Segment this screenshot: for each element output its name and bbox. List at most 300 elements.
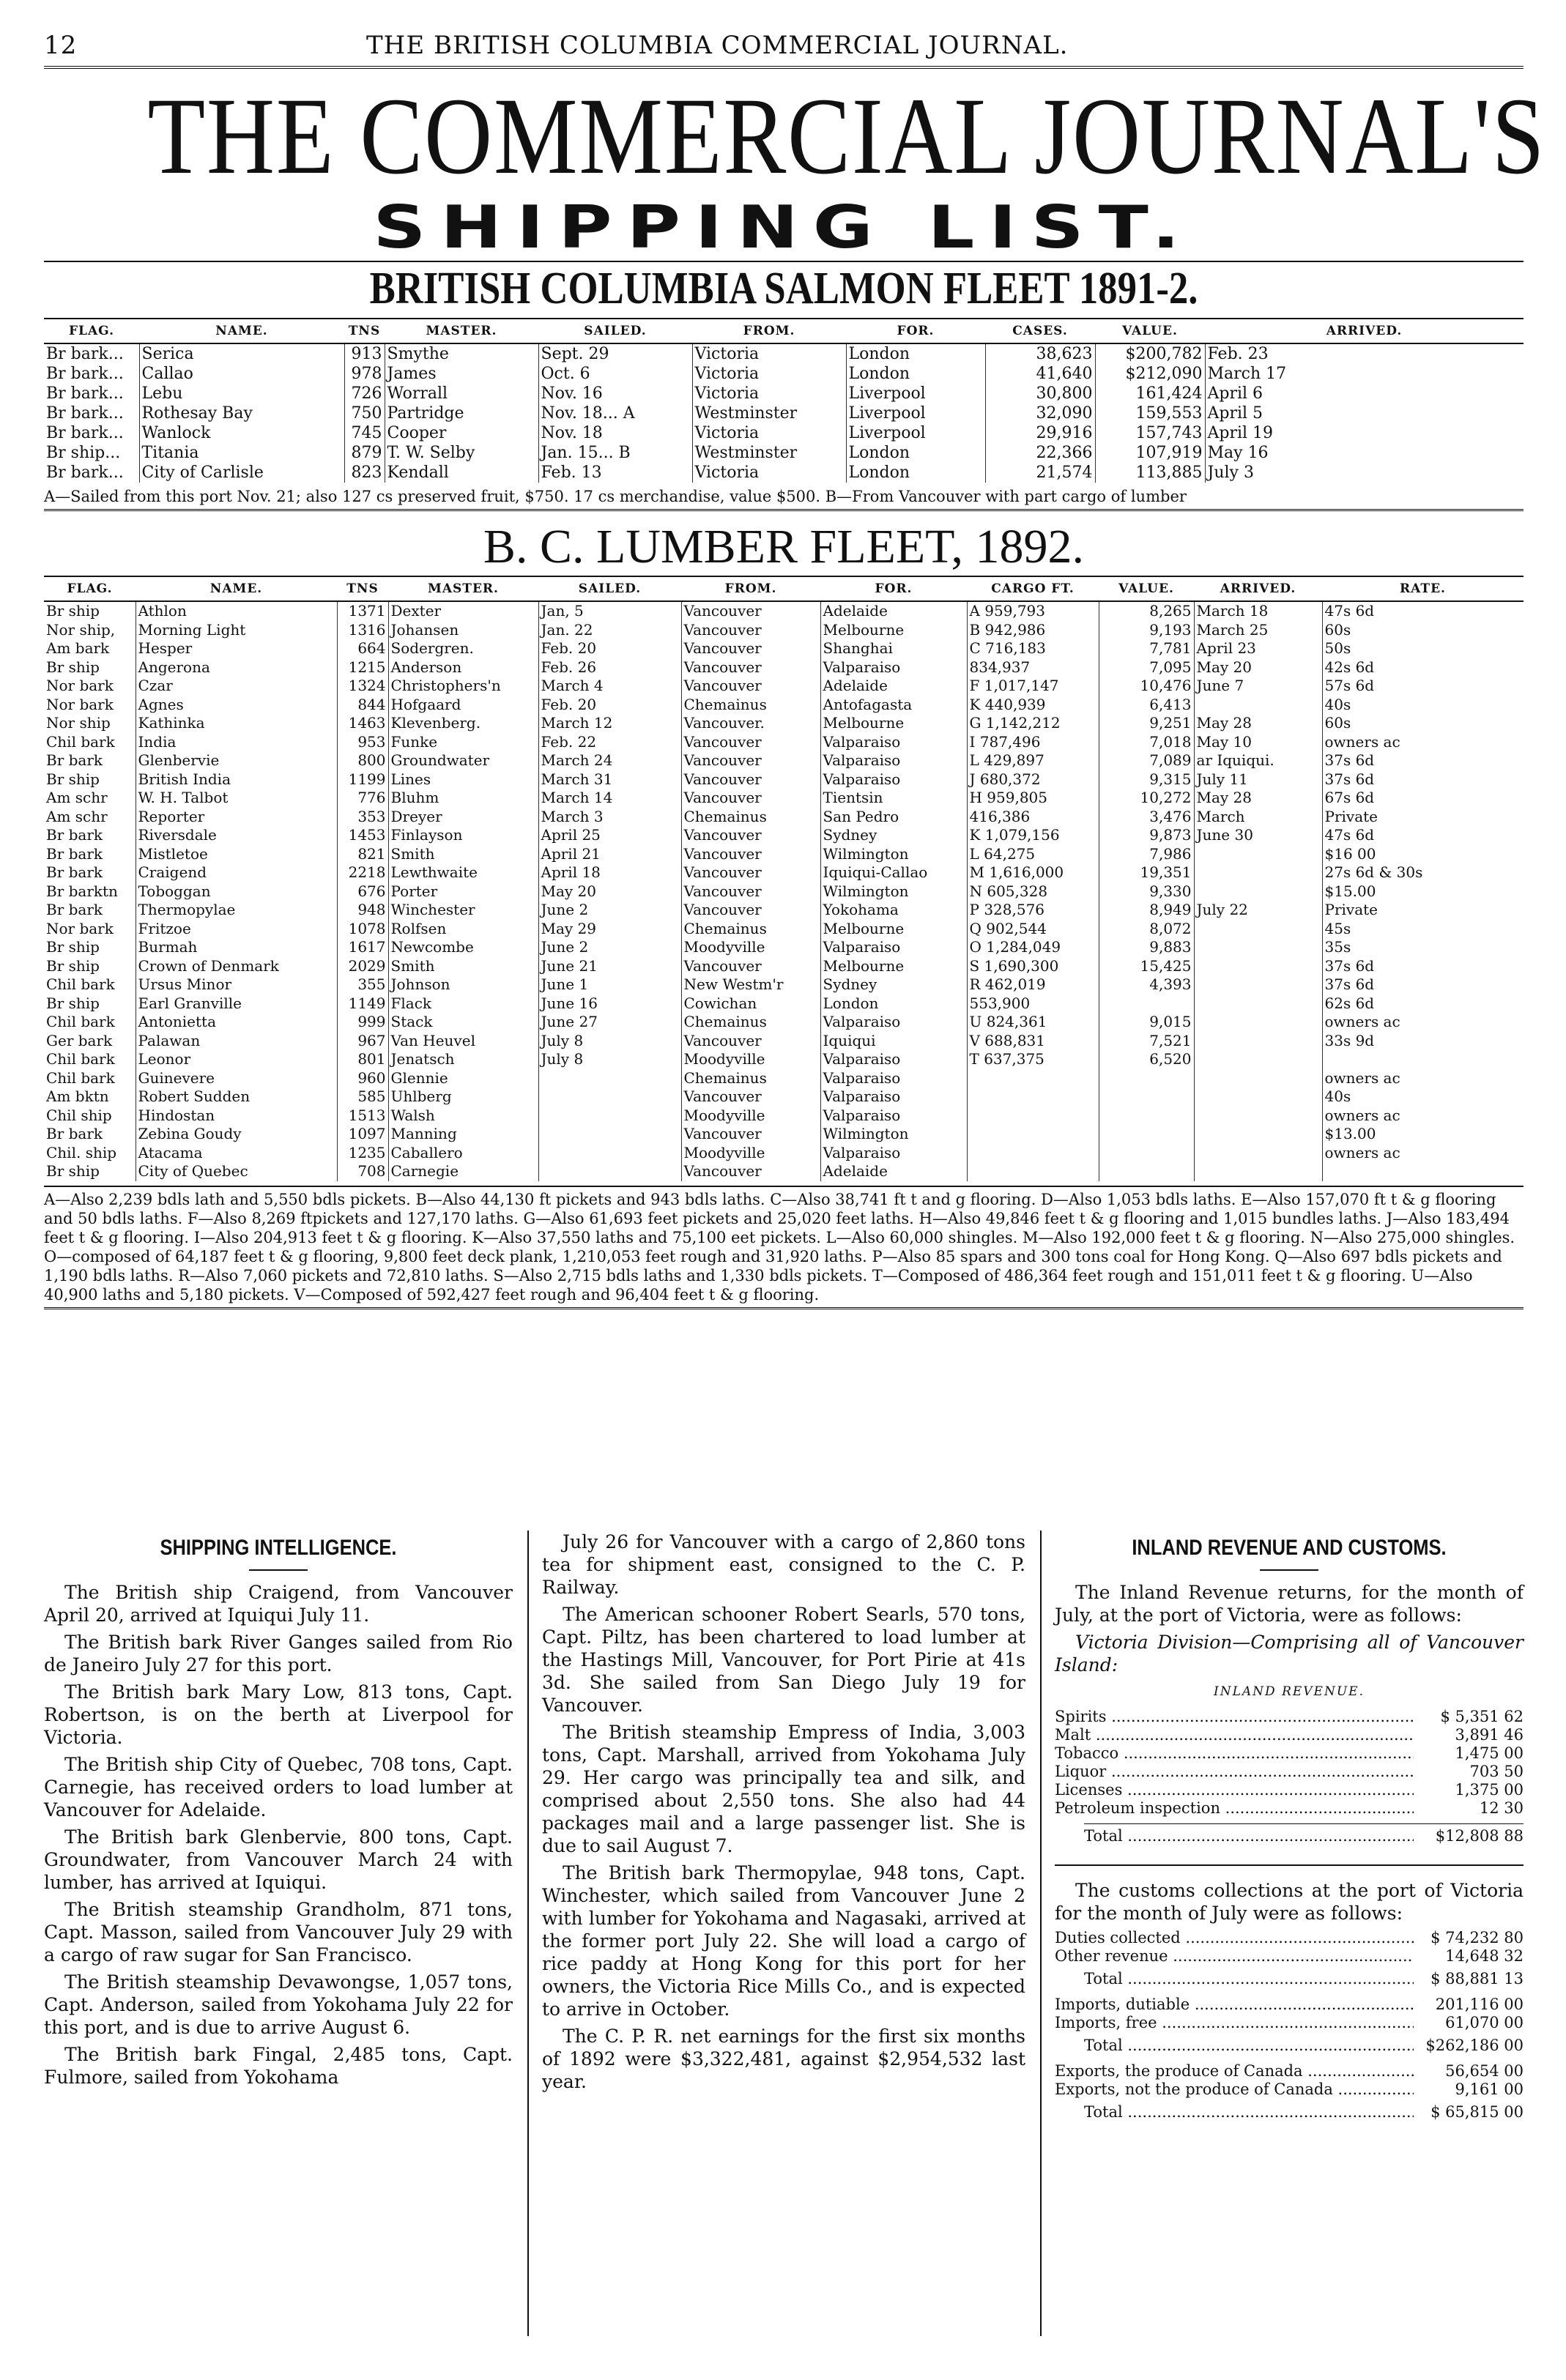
- table-cell: Stack: [388, 1013, 538, 1032]
- table-cell: June 2: [538, 901, 681, 920]
- table-row: [44, 1069, 1524, 1088]
- table-cell: T 637,375: [967, 1050, 1099, 1069]
- ledger-label: Licenses .....: [1055, 1781, 1414, 1799]
- inland-total-label: Total .....: [1084, 1827, 1414, 1845]
- table-cell: Porter: [388, 882, 538, 901]
- table-cell: G 1,142,212: [967, 714, 1099, 733]
- table-cell: 7,521: [1099, 1032, 1194, 1051]
- table-row: [44, 601, 1524, 621]
- column-header: FROM.: [681, 576, 820, 601]
- table-cell: $200,782: [1095, 343, 1205, 364]
- table-cell: Melbourne: [820, 621, 967, 640]
- table-cell: Tientsin: [820, 789, 967, 808]
- table-cell: W. H. Talbot: [136, 789, 337, 808]
- table-cell: S 1,690,300: [967, 957, 1099, 976]
- table-cell: Glenbervie: [136, 751, 337, 770]
- table-cell: ar Iquiqui.: [1194, 751, 1322, 770]
- table-cell: Athlon: [136, 601, 337, 621]
- table-cell: 37s 6d: [1322, 975, 1524, 994]
- table-cell: Moodyville: [681, 1144, 820, 1163]
- news-paragraph: The British steamship Devawongse, 1,057 tons, Capt. Anderson, sailed from Yokohama July 22 for this port, and is due to arrive August 6.: [44, 1971, 513, 2038]
- table-cell: British India: [136, 770, 337, 789]
- table-cell: Valparaiso: [820, 1050, 967, 1069]
- table-row: [44, 863, 1524, 882]
- column-header: VALUE.: [1099, 576, 1194, 601]
- table-cell: Feb. 20: [538, 696, 681, 715]
- table-cell: 879: [344, 443, 385, 463]
- table-cell: 726: [344, 384, 385, 404]
- table-cell: T. W. Selby: [385, 443, 538, 463]
- ledger-row: [1055, 1996, 1524, 2014]
- table-row: [44, 696, 1524, 715]
- table-cell: [1194, 938, 1322, 957]
- column-header: FROM.: [692, 319, 846, 343]
- table-cell: [967, 1144, 1099, 1163]
- table-cell: F 1,017,147: [967, 677, 1099, 696]
- table-cell: Yokohama: [820, 901, 967, 920]
- table-cell: [538, 1107, 681, 1126]
- table-cell: 708: [337, 1162, 388, 1181]
- table-row: [44, 343, 1524, 364]
- table-cell: Feb. 23: [1205, 343, 1524, 364]
- table-cell: April 21: [538, 845, 681, 864]
- table-cell: 21,574: [985, 463, 1095, 483]
- news-columns: [44, 1531, 1524, 2351]
- table-cell: [1194, 994, 1322, 1014]
- table-cell: London: [846, 364, 985, 384]
- table-cell: 113,885: [1095, 463, 1205, 483]
- table-row: [44, 808, 1524, 827]
- ledger-label: Other revenue .....: [1055, 1947, 1414, 1966]
- table-cell: Valparaiso: [820, 733, 967, 752]
- table-cell: Klevenberg.: [388, 714, 538, 733]
- table-cell: Crown of Denmark: [136, 957, 337, 976]
- table-cell: 823: [344, 463, 385, 483]
- column-header: ARRIVED.: [1194, 576, 1322, 601]
- table-row: [44, 994, 1524, 1014]
- table-cell: Br bark: [46, 844, 103, 863]
- table-cell: 1617: [337, 938, 388, 957]
- table-cell: Victoria: [692, 343, 846, 364]
- table-cell: 355: [337, 975, 388, 994]
- table-cell: London: [846, 443, 985, 463]
- news-paragraph: The British bark Fingal, 2,485 tons, Capt. Fulmore, sailed from Yokohama: [44, 2044, 513, 2088]
- table-cell: 10,272: [1099, 789, 1194, 808]
- table-cell: Vancouver: [681, 882, 820, 901]
- table-cell: 7,018: [1099, 733, 1194, 752]
- table-cell: 37s 6d: [1322, 957, 1524, 976]
- table-cell: Vancouver: [681, 957, 820, 976]
- table-cell: Wanlock: [139, 423, 344, 443]
- table-cell: Am bark: [46, 639, 110, 657]
- table-row: [44, 1050, 1524, 1069]
- table-cell: Sydney: [820, 975, 967, 994]
- table-cell: 40s: [1322, 1087, 1524, 1107]
- news-paragraph: The British bark Thermopylae, 948 tons, Capt. Winchester, which sailed from Vancouver June 2 with lumber for Yokohama and Nagasaki, arrived at the former port July 22. She will load a cargo of rice paddy at Hong Kong for this port for her owners, the Victoria Rice Mills Co., and is expected to arrive in October.: [542, 1862, 1025, 2020]
- ledger-total-label: Total .....: [1084, 1970, 1414, 1988]
- table-row: [44, 443, 1524, 463]
- table-row: [44, 901, 1524, 920]
- table-row: [44, 957, 1524, 976]
- table-cell: 6,413: [1099, 696, 1194, 715]
- table-cell: Smythe: [385, 343, 538, 364]
- table-cell: Hesper: [136, 639, 337, 658]
- intelligence-continued-column: [542, 1531, 1025, 2097]
- ledger-amount: 1,475 00: [1455, 1744, 1524, 1762]
- table-cell: Winchester: [388, 901, 538, 920]
- ledger-row: [1055, 1708, 1524, 1726]
- table-cell: [1194, 957, 1322, 976]
- ledger-row: [1055, 1781, 1524, 1799]
- table-cell: Guinevere: [136, 1069, 337, 1088]
- table-cell: 800: [337, 751, 388, 770]
- intelligence-column: [44, 1531, 513, 2093]
- table-cell: Br bark...: [46, 384, 124, 403]
- table-cell: Victoria: [692, 423, 846, 443]
- table-cell: Br bark...: [46, 365, 124, 383]
- revenue-column: [1055, 1531, 1524, 2129]
- table-cell: Melbourne: [820, 957, 967, 976]
- table-cell: 9,193: [1099, 621, 1194, 640]
- table-cell: 6,520: [1099, 1050, 1194, 1069]
- table-row: [44, 423, 1524, 443]
- table-cell: Antonietta: [136, 1013, 337, 1032]
- table-row: [44, 1013, 1524, 1032]
- table-cell: 664: [337, 639, 388, 658]
- table-cell: Dexter: [388, 601, 538, 621]
- table-cell: 40s: [1322, 696, 1524, 715]
- table-cell: 47s 6d: [1322, 601, 1524, 621]
- table-cell: owners ac: [1322, 1069, 1524, 1088]
- table-cell: Hofgaard: [388, 696, 538, 715]
- table-cell: [1099, 1144, 1194, 1163]
- table-cell: Br bark...: [46, 424, 124, 442]
- table-cell: [1194, 1050, 1322, 1069]
- table-cell: Anderson: [388, 658, 538, 677]
- table-cell: April 23: [1194, 639, 1322, 658]
- table-cell: Nor bark: [46, 919, 114, 937]
- table-cell: Antofagasta: [820, 696, 967, 715]
- table-cell: May 29: [538, 920, 681, 939]
- table-cell: 1078: [337, 920, 388, 939]
- table-cell: April 19: [1205, 423, 1524, 443]
- ledger-total-label: Total .....: [1084, 2037, 1414, 2055]
- table-cell: Am schr: [46, 789, 108, 806]
- table-cell: May 28: [1194, 714, 1322, 733]
- column-header: ARRIVED.: [1205, 319, 1524, 343]
- table-cell: Q 902,544: [967, 920, 1099, 939]
- news-paragraph: The C. P. R. net earnings for the first six months of 1892 were $3,322,481, against $2,954,532 last year.: [542, 2026, 1025, 2092]
- table-cell: 19,351: [1099, 863, 1194, 882]
- table-cell: Lewthwaite: [388, 863, 538, 882]
- ledger-label: Exports, not the produce of Canada .....: [1055, 2080, 1414, 2099]
- table-cell: Chil ship: [46, 1106, 112, 1124]
- table-cell: Leonor: [136, 1050, 337, 1069]
- table-cell: 1316: [337, 621, 388, 640]
- table-cell: Burmah: [136, 938, 337, 957]
- table-cell: [1194, 845, 1322, 864]
- table-row: [44, 677, 1524, 696]
- section-rule: [1055, 1864, 1524, 1866]
- table-cell: [1194, 1162, 1322, 1181]
- table-cell: [1194, 1069, 1322, 1088]
- table-cell: Vancouver: [681, 845, 820, 864]
- table-cell: May 10: [1194, 733, 1322, 752]
- masthead-title: THE COMMERCIAL JOURNAL'S: [147, 75, 1546, 197]
- table-cell: I 787,496: [967, 733, 1099, 752]
- table-cell: Chil bark: [46, 1068, 115, 1087]
- table-cell: June 1: [538, 975, 681, 994]
- table-cell: San Pedro: [820, 808, 967, 827]
- table-cell: Br ship: [46, 770, 100, 788]
- table-cell: Br bark...: [46, 464, 124, 482]
- table-cell: Craigend: [136, 863, 337, 882]
- table-cell: June 7: [1194, 677, 1322, 696]
- news-paragraph: The British ship Craigend, from Vancouver April 20, arrived at Iquiqui July 11.: [44, 1582, 513, 1626]
- ledger-total-amount: $262,186 00: [1425, 2037, 1524, 2054]
- table-row: [44, 975, 1524, 994]
- table-cell: Adelaide: [820, 1162, 967, 1181]
- table-cell: Vancouver: [681, 658, 820, 677]
- table-cell: Worrall: [385, 384, 538, 404]
- table-cell: N 605,328: [967, 882, 1099, 901]
- table-cell: Lebu: [139, 384, 344, 404]
- table-cell: July 22: [1194, 901, 1322, 920]
- table-cell: 161,424: [1095, 384, 1205, 404]
- ledger-total-row: [1084, 2103, 1524, 2121]
- table-row: [44, 733, 1524, 752]
- table-cell: Ursus Minor: [136, 975, 337, 994]
- table-cell: $13.00: [1322, 1125, 1524, 1144]
- table-cell: [1194, 863, 1322, 882]
- ledger-amount: 56,654 00: [1445, 2062, 1524, 2080]
- table-cell: Morning Light: [136, 621, 337, 640]
- table-cell: London: [846, 463, 985, 483]
- table-cell: Valparaiso: [820, 1107, 967, 1126]
- table-cell: 553,900: [967, 994, 1099, 1014]
- intelligence-heading: SHIPPING INTELLIGENCE.: [160, 1536, 397, 1560]
- table-cell: New Westm'r: [681, 975, 820, 994]
- table-cell: Rolfsen: [388, 920, 538, 939]
- table-cell: Chemainus: [681, 1013, 820, 1032]
- table-cell: March 4: [538, 677, 681, 696]
- table-cell: 27s 6d & 30s: [1322, 863, 1524, 882]
- table-cell: Vancouver: [681, 733, 820, 752]
- ledger-label: Imports, free .....: [1055, 2014, 1414, 2032]
- column-header: SAILED.: [538, 576, 681, 601]
- table-cell: Private: [1322, 901, 1524, 920]
- table-row: [44, 882, 1524, 901]
- table-cell: Serica: [139, 343, 344, 364]
- table-cell: Valparaiso: [820, 770, 967, 789]
- table-cell: Melbourne: [820, 714, 967, 733]
- table-cell: April 25: [538, 826, 681, 845]
- ledger-row: [1055, 1744, 1524, 1763]
- column-header: NAME.: [139, 319, 344, 343]
- table-cell: [967, 1087, 1099, 1107]
- ledger-amount: $ 5,351 62: [1440, 1708, 1524, 1725]
- table-cell: March 17: [1205, 364, 1524, 384]
- table-cell: 30,800: [985, 384, 1095, 404]
- table-cell: March 14: [538, 789, 681, 808]
- table-cell: [967, 1069, 1099, 1088]
- table-cell: Valparaiso: [820, 1144, 967, 1163]
- table-cell: Iquiqui: [820, 1032, 967, 1051]
- table-cell: India: [136, 733, 337, 752]
- table-cell: Br bark: [46, 863, 103, 881]
- ledger-label: Spirits .....: [1055, 1708, 1414, 1726]
- table-cell: 1097: [337, 1125, 388, 1144]
- ledger-row: [1055, 1726, 1524, 1744]
- ledger-amount: 201,116 00: [1435, 1996, 1524, 2013]
- table-cell: Moodyville: [681, 1050, 820, 1069]
- table-cell: Vancouver: [681, 601, 820, 621]
- table-cell: May 28: [1194, 789, 1322, 808]
- table-cell: Partridge: [385, 404, 538, 423]
- table-cell: March 31: [538, 770, 681, 789]
- table-cell: Chemainus: [681, 1069, 820, 1088]
- table-cell: 9,883: [1099, 938, 1194, 957]
- column-header: FLAG.: [44, 319, 139, 343]
- table-cell: [1194, 696, 1322, 715]
- table-cell: Smith: [388, 957, 538, 976]
- table-cell: Nor ship,: [46, 620, 116, 639]
- table-cell: 1463: [337, 714, 388, 733]
- running-title: THE BRITISH COLUMBIA COMMERCIAL JOURNAL.: [366, 31, 1069, 60]
- table-cell: Nov. 18... A: [538, 404, 692, 423]
- table-cell: 953: [337, 733, 388, 752]
- table-cell: Chil bark: [46, 1050, 115, 1068]
- news-paragraph: The British steamship Grandholm, 871 tons, Capt. Masson, sailed from Vancouver July 29 with a cargo of raw sugar for San Francisco.: [44, 1899, 513, 1966]
- table-cell: Cowichan: [681, 994, 820, 1014]
- table-cell: Smith: [388, 845, 538, 864]
- table-cell: Johansen: [388, 621, 538, 640]
- news-paragraph: The British bark River Ganges sailed from Rio de Janeiro July 27 for this port.: [44, 1632, 513, 1676]
- table-cell: [538, 1144, 681, 1163]
- table-cell: Valparaiso: [820, 658, 967, 677]
- table-cell: May 16: [1205, 443, 1524, 463]
- inland-total: [1084, 1823, 1524, 1845]
- table-cell: Oct. 6: [538, 364, 692, 384]
- ledger-amount: 1,375 00: [1455, 1781, 1524, 1799]
- table-cell: 33s 9d: [1322, 1032, 1524, 1051]
- inland-total-amount: $12,808 88: [1435, 1827, 1524, 1845]
- table-cell: May 20: [1194, 658, 1322, 677]
- column-header: NAME.: [136, 576, 337, 601]
- table-cell: Czar: [136, 677, 337, 696]
- table-cell: [1099, 1125, 1194, 1144]
- table-cell: 10,476: [1099, 677, 1194, 696]
- table-cell: Valparaiso: [820, 1013, 967, 1032]
- table-cell: April 6: [1205, 384, 1524, 404]
- table-cell: Br bark: [46, 826, 103, 844]
- table-cell: Victoria: [692, 384, 846, 404]
- table-cell: Kendall: [385, 463, 538, 483]
- table-cell: City of Quebec: [136, 1162, 337, 1181]
- table-cell: Br bark...: [46, 345, 124, 363]
- column-header: MASTER.: [385, 319, 538, 343]
- table-cell: 1215: [337, 658, 388, 677]
- table-cell: Wilmington: [820, 845, 967, 864]
- table-cell: Newcombe: [388, 938, 538, 957]
- heading-rule: [249, 1569, 308, 1571]
- table-cell: Chemainus: [681, 696, 820, 715]
- table-cell: March 24: [538, 751, 681, 770]
- ledger-row: [1055, 1799, 1524, 1818]
- table-cell: 9,315: [1099, 770, 1194, 789]
- table-cell: Zebina Goudy: [136, 1125, 337, 1144]
- table-cell: Finlayson: [388, 826, 538, 845]
- table-cell: owners ac: [1322, 1107, 1524, 1126]
- inland-heading: INLAND REVENUE.: [1214, 1684, 1365, 1699]
- table-cell: 8,072: [1099, 920, 1194, 939]
- column-header: FLAG.: [44, 576, 136, 601]
- column-header: MASTER.: [388, 576, 538, 601]
- table-cell: 1371: [337, 601, 388, 621]
- table-cell: Mistletoe: [136, 845, 337, 864]
- table-cell: March 3: [538, 808, 681, 827]
- table-cell: C 716,183: [967, 639, 1099, 658]
- table-cell: 22,366: [985, 443, 1095, 463]
- table-cell: Feb. 26: [538, 658, 681, 677]
- table-cell: Am bktn: [46, 1087, 109, 1105]
- revenue-division: Victoria Division—Comprising all of Vancouver Island:: [1055, 1632, 1524, 1676]
- table-cell: 1235: [337, 1144, 388, 1163]
- table-cell: Titania: [139, 443, 344, 463]
- column-header: TNS: [337, 576, 388, 601]
- table-cell: 29,916: [985, 423, 1095, 443]
- table-cell: Victoria: [692, 364, 846, 384]
- table-cell: Westminster: [692, 404, 846, 423]
- running-header: [44, 29, 1524, 63]
- table-row: [44, 1144, 1524, 1163]
- table-cell: 47s 6d: [1322, 826, 1524, 845]
- table-cell: 60s: [1322, 714, 1524, 733]
- ledger-row: [1055, 1763, 1524, 1781]
- column-header: SAILED.: [538, 319, 692, 343]
- table-cell: Nor bark: [46, 695, 114, 713]
- table-cell: [1194, 1087, 1322, 1107]
- ledger-row: [1055, 2014, 1524, 2032]
- table-cell: [1099, 1087, 1194, 1107]
- table-cell: Sodergren.: [388, 639, 538, 658]
- table-cell: Feb. 13: [538, 463, 692, 483]
- table-cell: 9,015: [1099, 1013, 1194, 1032]
- table-cell: 353: [337, 808, 388, 827]
- table-cell: [1099, 994, 1194, 1014]
- table-cell: 1324: [337, 677, 388, 696]
- table-cell: 41,640: [985, 364, 1095, 384]
- ledger-row: [1055, 2080, 1524, 2099]
- ledger-amount: $ 74,232 80: [1430, 1929, 1524, 1946]
- table-cell: 67s 6d: [1322, 789, 1524, 808]
- table-cell: 2218: [337, 863, 388, 882]
- heading-rule: [1260, 1569, 1318, 1571]
- ledger-row: [1055, 2062, 1524, 2080]
- salmon-note: A—Sailed from this port Nov. 21; also 127 cs preserved fruit, $750. 17 cs merchandise, value $500. B—From Vancouver with part cargo of lumber: [44, 487, 1524, 511]
- table-cell: Groundwater: [388, 751, 538, 770]
- ledger-total-row: [1084, 2037, 1524, 2055]
- table-cell: Van Heuvel: [388, 1032, 538, 1051]
- table-cell: Vancouver: [681, 621, 820, 640]
- table-cell: Valparaiso: [820, 751, 967, 770]
- table-cell: Br bark: [46, 1125, 103, 1142]
- table-cell: Chil bark: [46, 732, 115, 751]
- table-cell: London: [846, 343, 985, 364]
- ledger-label: Duties collected .....: [1055, 1929, 1414, 1947]
- table-cell: J 680,372: [967, 770, 1099, 789]
- table-cell: 834,937: [967, 658, 1099, 677]
